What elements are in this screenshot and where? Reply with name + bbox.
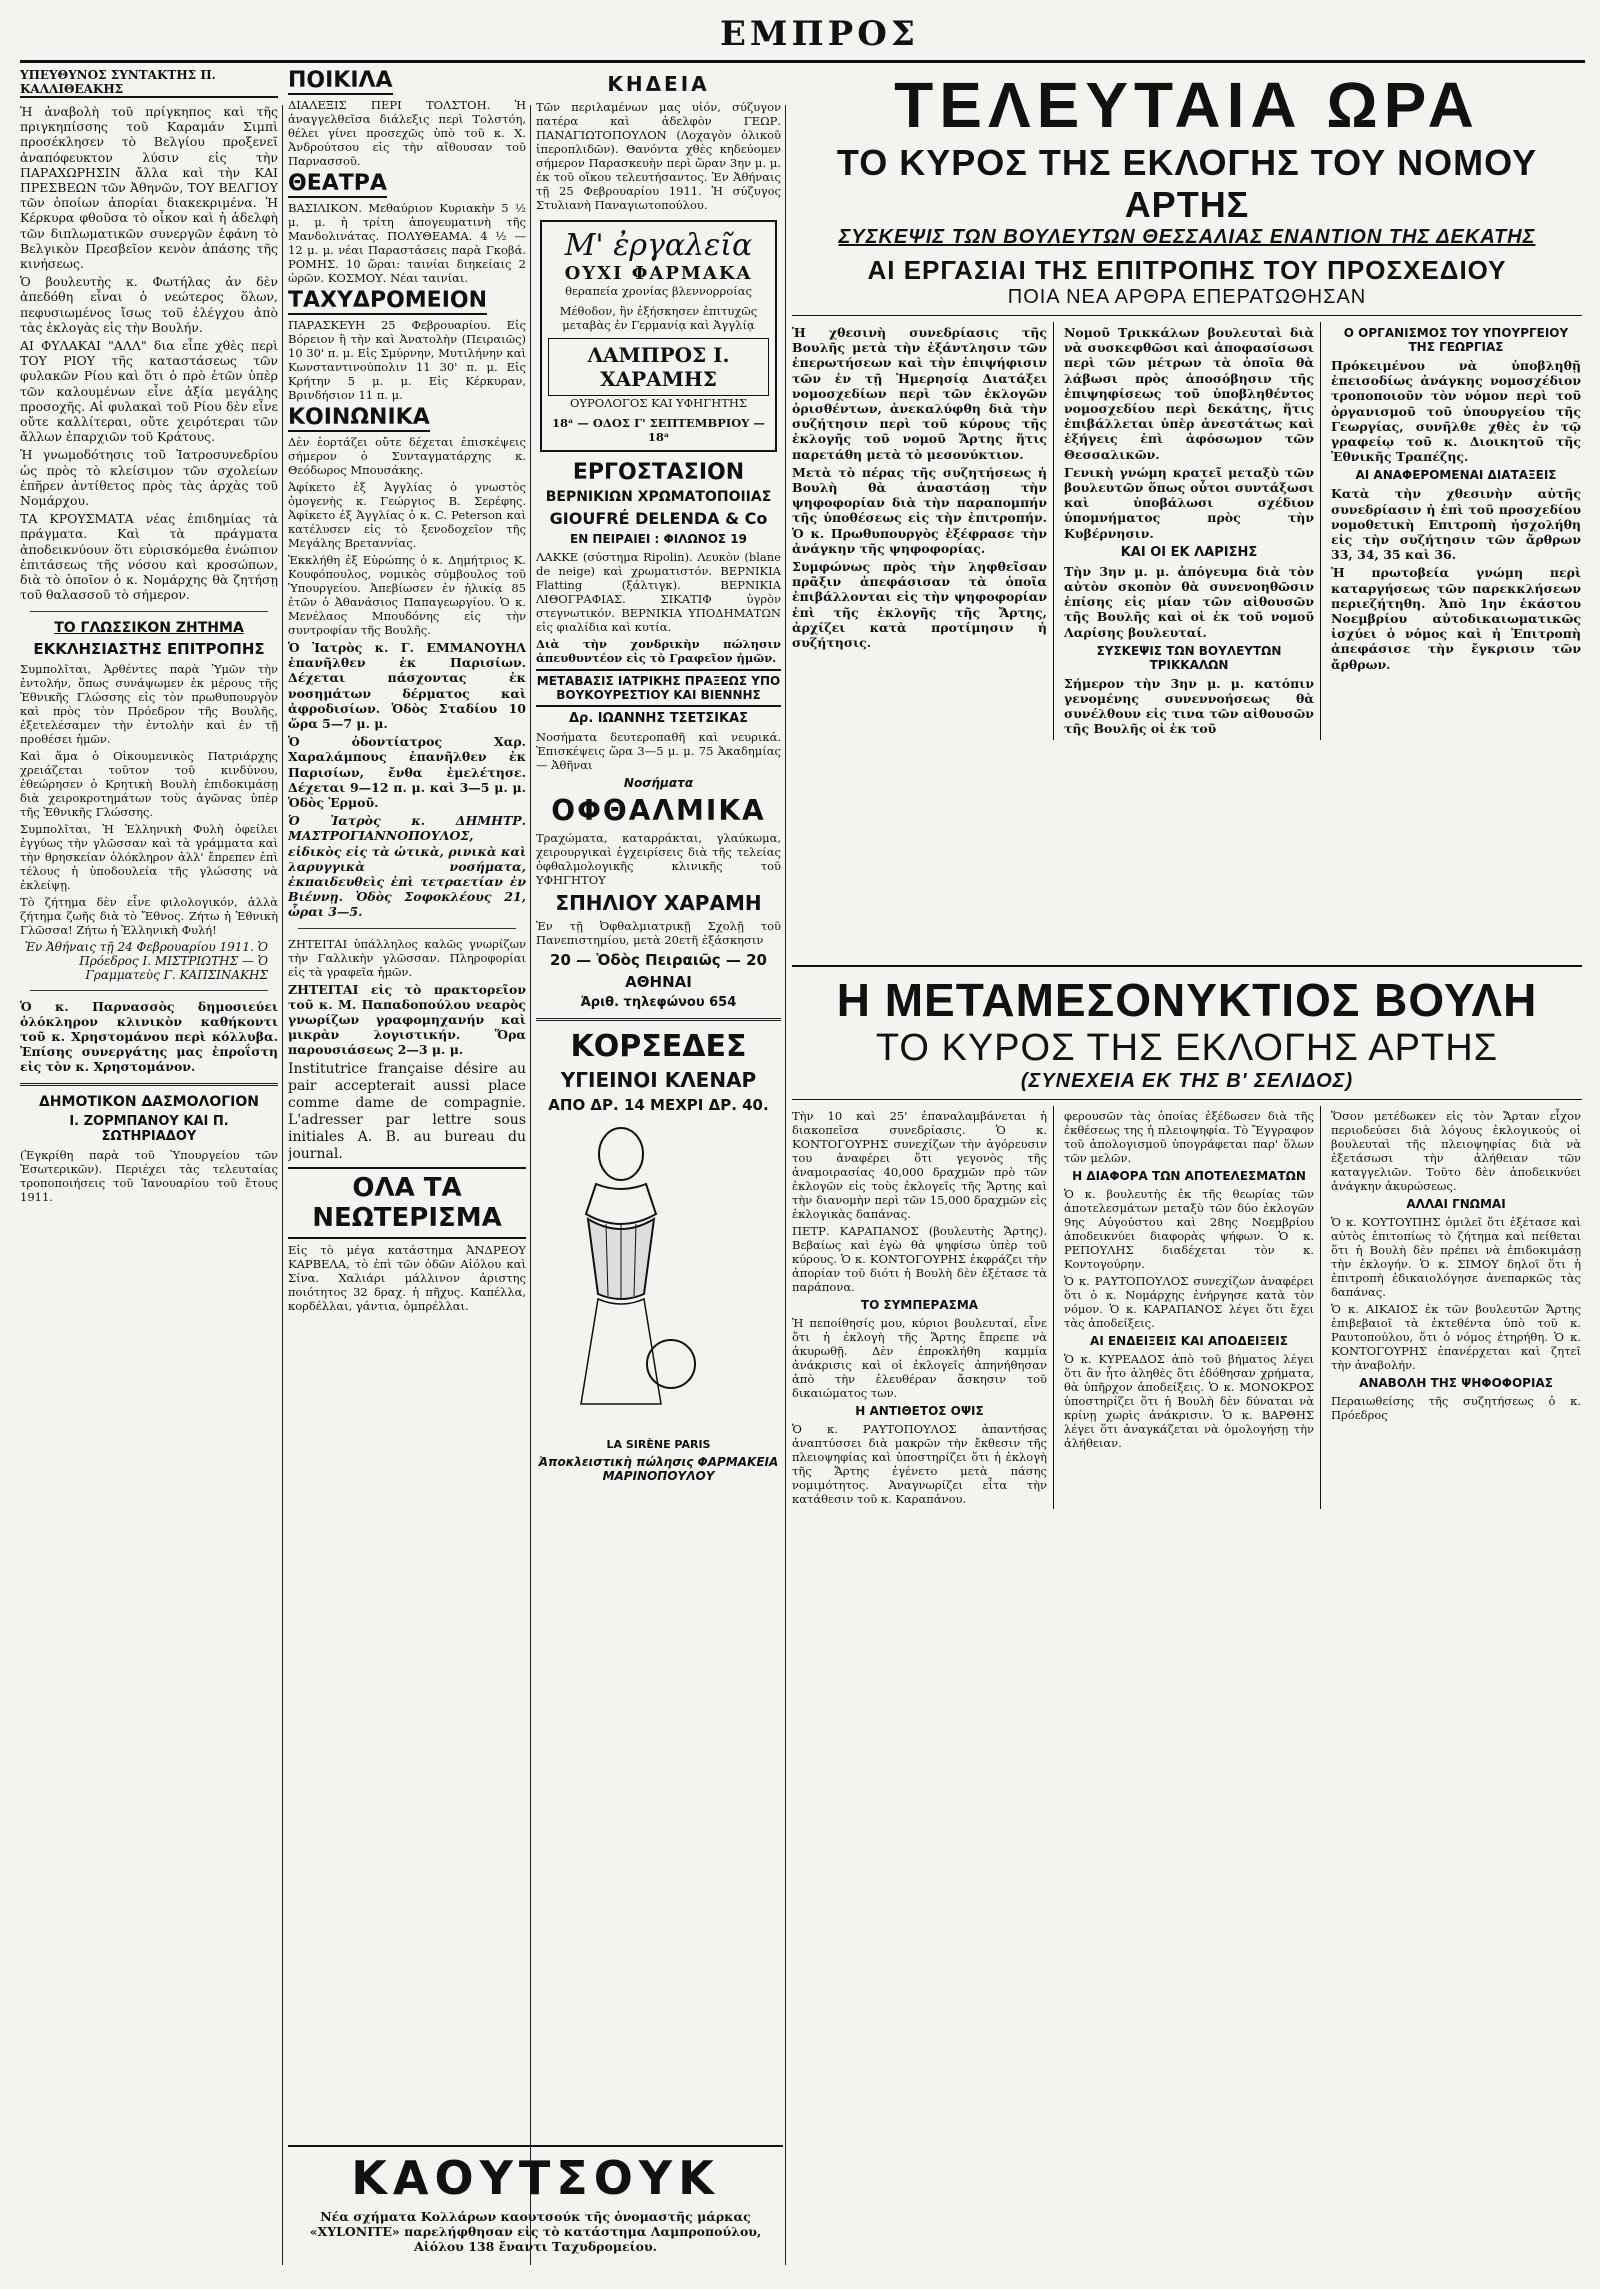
ad-doctor-name: ΣΠΗΛΙΟΥ ΧΑΡΑΜΗ — [555, 891, 762, 915]
article-paragraph: Ὁ ὀδοντίατρος Χαρ. Χαραλάμπους ἐπανῆλθεν ἐκ Παρισίων, ἔνθα ἐμελέτησε. Δέχεται 9—12 π. μ. καὶ 3—5 μ. μ. Ὁδὸς Ἑρμοῦ. — [288, 734, 526, 811]
story-column — [1331, 1106, 1581, 1509]
story-subheadline: ΤΟ ΚΥΡΟΣ ΤΗΣ ΕΚΛΟΓΗΣ ΑΡΤΗΣ — [875, 1027, 1499, 1069]
ad-text: Τραχώματα, καταρράκται, γλαύκωμα, χειρουργικαὶ ἐγχειρίσεις διὰ τῆς τελείας ὀφθαλμολογικῆς κλινικῆς τοῦ ΥΦΗΓΗΤΟΥ — [536, 831, 781, 887]
article-paragraph: Ἡ χθεσινὴ συνεδρίασις τῆς Βουλῆς μετὰ τὴν ἐξάντλησιν τῶν ἐπερωτήσεων καὶ τὴν ἐπιψήφισιν τῶν ἐν τῇ Ἡμερησίᾳ Διατάξει νομοσχεδίων περὶ τῶν ἐκλογῶν ὁρισθέντων, ἀνεκαλύφθη διὰ τὴν συζήτησιν περὶ τοῦ κύρους τῆς ἐκλογῆς τοῦ νομοῦ Ἄρτης ἥτις παρετάθη μετὰ τὸ μεσονύκτιον. — [792, 325, 1047, 462]
ad-subtitle: Ι. ΖΟΡΜΠΑΝΟΥ ΚΑΙ Π. ΣΩΤΗΡΙΑΔΟΥ — [69, 1113, 229, 1144]
ad-title: ΟΦΘΑΛΜΙΚΑ — [551, 794, 766, 827]
section-heading: ΤΟ ΓΛΩΣΣΙΚΟΝ ΖΗΤΗΜΑ — [54, 619, 244, 636]
ad-text: ΟΥΡΟΛΟΓΟΣ ΚΑΙ ΥΦΗΓΗΤΗΣ — [569, 396, 748, 410]
article-paragraph: Ἡ πρωτοβεία γνώμη περὶ καταργήσεως τῶν παρεκκλήσεων περιεζήτηθη. Ἀπὸ 1ην ἑκάστου Νοεμβρίου αὐτοδικαιωματικῶς ἰσχύει ὁ νόμος καὶ ἡ Ἐπιτροπὴ ἀπεφάσισε τὴν ἔγκρισιν τῶν ἄρθρων. — [1331, 565, 1581, 672]
article-paragraph: ΤΑ ΚΡΟΥΣΜΑΤΑ νέας ἐπιδημίας τὰ πράγματα. Καὶ τὰ πράγματα ἀποδεικνύουν ὅτι εὐρισκόμεθα ἐνώπιον ἐπιτάσεως τῆς νόσου καὶ κροσώπων, διὰ τὸ ὁποῖον ὁ κ. Νομάρχης θὰ ζητήσῃ τοῦ θαλασσοῦ τὸ σήμερον. — [20, 511, 278, 603]
lead-column — [1331, 322, 1581, 740]
lead-column — [1064, 322, 1321, 740]
ad-text: Εἰς τὸ μέγα κατάστημα ἈΝΔΡΕΟΥ ΚΑΡΒΕΛΑ, τὸ ἐπὶ τῶν ὁδῶν Αἰόλου καὶ Σίνα. Χαλιάρι μάλλινον ἀριστης ποιότητος 32 δραχ. ἡ πῆχυς. Καπέλλα, κορδέλλαι, γάντια, ὁμπρέλλαι. — [288, 1242, 526, 1313]
column-2 — [288, 68, 526, 2068]
article-paragraph: ΑΙ ΦΥΛΑΚΑΙ "ΑΛΛ" δια εἶπε χθὲς περὶ ΤΟΥ ΡΙΟΥ τῆς καταστάσεως τῶν φυλακῶν Ρίου καὶ ὅτι ὁ πρὸ ἐτῶν ὑπὲρ τῶν καλουμένων εἶνε ἀξία μεγάλης προσοχῆς. Αἱ φυλακαὶ τοῦ Ρίου δὲν εἶνε οὔτε καλλίτεραι, οὔτε χειρότεραι τῶν ἄλλων ἐπαρχιῶν τοῦ Κράτους. — [20, 338, 278, 445]
subheading: ΑΝΑΒΟΛΗ ΤΗΣ ΨΗΦΟΦΟΡΙΑΣ — [1359, 1376, 1553, 1390]
section-heading: ΚΟΙΝΩΝΙΚΑ — [288, 405, 430, 430]
ad-title: ΚΑΟΥΤΣΟΥΚ — [351, 2151, 720, 2205]
doctor-ad — [540, 220, 777, 452]
article-paragraph: Ὁ κ. Παρνασσὸς δημοσιεύει ὁλόκληρον κλινικὸν καθήκοντι τοῦ κ. Χρηστομάνου περὶ κόλλυβα. Ἐπίσης συνεργάτης μας ἐπροΐστη εἰς τὸν κ. Χρηστομάνον. — [20, 998, 278, 1075]
article-paragraph: Ὁ Ἰατρὸς κ. Γ. ΕΜΜΑΝΟΥΗΛ ἐπανῆλθεν ἐκ Παρισίων. Δέχεται πάσχοντας ἐκ νοσημάτων δέρματος καὶ ἀφροδισίων. Ὁδὸς Σταδίου 10 ὥρα 5—7 μ. μ. — [288, 640, 526, 732]
article-paragraph: ΠΑΡΑΣΚΕΥΗ 25 Φεβρουαρίου. Εἰς Βόρειον ἢ τὴν καὶ Ἀνατολὴν (Πειραιῶς) 10 30' π. μ. Εἰς Σμύρνην, Μυτιλήνην καὶ Κωνσταντινούπολιν 11 30' π. μ. Εἰς Κρήτην 5 μ. μ. Εἰς Κέρκυραν, Βρινδήσιον 11 π. μ. — [288, 318, 526, 402]
doctor-name: ΛΑΜΠΡΟΣ Ι. ΧΑΡΑΜΗΣ — [548, 338, 769, 396]
story-columns — [792, 1106, 1582, 1509]
lead-subheading: ΑΙ ΕΡΓΑΣΙΑΙ ΤΗΣ ΕΠΙΤΡΟΠΗΣ ΤΟΥ ΠΡΟΣΧΕΔΙΟΥ — [867, 255, 1507, 285]
editor-line: ΥΠΕΥΘΥΝΟΣ ΣΥΝΤΑΚΤΗΣ Π. ΚΑΛΛΙΘΕΑΚΗΣ — [20, 68, 278, 98]
ad-brand: GIOUFRÉ DELENDA & Co — [549, 509, 768, 528]
subheading: Η ΔΙΑΦΟΡΑ ΤΩΝ ΑΠΟΤΕΛΕΣΜΑΤΩΝ — [1072, 1169, 1306, 1183]
ad-text: Ἀποκλειστικὴ πώλησις ΦΑΡΜΑΚΕΙΑ ΜΑΡΙΝΟΠΟΥΛΟΥ — [538, 1455, 779, 1483]
lead-headline: ΤΟ ΚΥΡΟΣ ΤΗΣ ΕΚΛΟΓΗΣ ΤΟΥ ΝΟΜΟΥ ΑΡΤΗΣ — [836, 142, 1538, 225]
article-paragraph: Ὁ κ. ΡΑΥΤΟΠΟΥΛΟΣ ἀπαντήσας ἀναπτύσσει διὰ μακρῶν τὴν ἔκθεσιν τῆς πλειοψηφίας καὶ ὑποστηρίζει ὅτι ἡ ἐκλογὴ τῆς Ἄρτης ἐγένετο μετὰ πάσης νομιμότητος. Ἀναγνωρίζει εἶτα τὴν κατάθεσιν τοῦ κ. Καραπάνου. — [792, 1422, 1047, 1506]
subheading: ΚΑΙ ΟΙ ΕΚ ΛΑΡΙΣΗΣ — [1120, 544, 1258, 560]
subheading: ΑΛΛΑΙ ΓΝΩΜΑΙ — [1406, 1197, 1506, 1211]
ad-title: ΟΛΑ ΤΑ ΝΕΩΤΕΡΙΣΜΑ — [288, 1167, 526, 1239]
lead-subheading: ΠΟΙΑ ΝΕΑ ΑΡΘΡΑ ΕΠΕΡΑΤΩΘΗΣΑΝ — [1007, 286, 1367, 308]
ad-text: Νέα σχήματα Κολλάρων καουτσούκ τῆς ὀνομαστῆς μάρκας «XYLONITE» παρελήφθησαν εἰς τὸ κατάστημα Λαμπροπούλου, Αἰόλου 138 ἔναντι Ταχυδρομείου. — [309, 2209, 762, 2255]
article-paragraph: Ὁ κ. ΚΟΥΤΟΥΠΗΣ ὁμιλεῖ ὅτι ἐξέτασε καὶ αὐτὸς ἐπιτοπίως τὸ ζήτημα καὶ πείθεται ὅτι ἡ Βουλὴ δὲν πρέπει νὰ ἐπιδοκιμάσῃ τὴν ἐκλογήν. Ὁ κ. ΣΙΜΟΥ δηλοῖ ὅτι ἡ ἐπιτροπὴ ἐδικαιολόγησε ἀνεπαρκῶς τὰς δαπάνας. — [1331, 1215, 1581, 1299]
ad-text: Μέθοδον, ἣν ἐξήσκησεν ἐπιτυχῶς μεταβὰς ἐν Γερμανίᾳ καὶ Ἀγγλίᾳ — [559, 304, 758, 332]
divider — [30, 990, 268, 991]
lead-columns — [792, 322, 1582, 740]
article-paragraph: Κατὰ τὴν χθεσινὴν αὐτῆς συνεδρίασιν ἡ ἐπὶ τοῦ προσχεδίου νομοθετικὴ Επιτροπὴ ἠσχολήθη εἰς τὴν συζήτησιν τῶν ἄρθρων 33, 34, 35 καὶ 36. — [1331, 486, 1581, 563]
column-divider — [785, 105, 786, 2265]
article-paragraph: Τὸ ζήτημα δὲν εἶνε φιλολογικόν, ἀλλὰ ζήτημα ζωῆς διὰ τὸ Ἔθνος. Ζήτω ἡ Ἐθνικὴ Γλῶσσα! Ζήτω ἡ Ἑλληνικὴ Φυλή! — [20, 894, 278, 937]
article-paragraph: Ὁ κ. ΡΑΥΤΟΠΟΥΛΟΣ συνεχίζων ἀναφέρει ὅτι ὁ κ. Νομάρχης ἐνήργησε κατὰ τὸν νόμον. Ὁ κ. ΚΑΡΑΠΑΝΟΣ λέγει ὅτι ἔχει τὰς ἀποδείξεις. — [1064, 1274, 1314, 1330]
section-heading: ΚΗΔΕΙΑ — [607, 72, 710, 96]
article-paragraph: Ὁ κ. ΑΙΚΑΙΟΣ ἐκ τῶν βουλευτῶν Ἄρτης ἐπιβεβαιοῖ τὰ ἐκτεθέντα ὑπὸ τοῦ κ. Ραυτοπούλου, ὅτι ὁ νόμος ἐτηρήθη. Ὁ κ. ΚΟΝΤΟΓΟΥΡΗΣ ἐπανέρχεται καὶ ζητεῖ τὴν ἀναβολήν. — [1331, 1302, 1581, 1372]
subheading: ΤΟ ΣΥΜΠΕΡΑΣΜΑ — [860, 1298, 979, 1312]
article-paragraph: Νομοῦ Τρικκάλων βουλευταὶ διὰ νὰ συσκεφθῶσι καὶ ἀποφασίσωσι περὶ τῶν μέτρων τὰ ὁποῖα θὰ λάβωσι πρὸς ἀποσόβησιν τῆς ἐπιψηφίσεως τοῦ ὑποβληθέντος νομοσχεδίου περὶ δεκάτης, ἥτις ἐπιβάλλεται ὑπὲρ ἀνεστάτως καὶ ἐξήγεις ἐπὶ ἀφόσωμον τῶν Θεσσαλικῶν. — [1064, 325, 1314, 462]
story-headline: Η ΜΕΤΑΜΕΣΟΝΥΚΤΙΟΣ ΒΟΥΛΗ — [836, 974, 1538, 1026]
divider — [30, 611, 268, 612]
article-paragraph: Ὁ Ἰατρὸς κ. ΔΗΜΗΤΡ. ΜΑΣΤΡΟΓΙΑΝΝΟΠΟΥΛΟΣ, εἰδικὸς εἰς τὰ ὠτικὰ, ρινικὰ καὶ λαρυγγικὰ νοσήματα, ἐκπαιδευθεὶς ἐπὶ τετραετίαν ἐν Βιέννῃ. Ὁδὸς Σοφοκλέους 21, ὧραι 3—5. — [288, 813, 526, 920]
ad-subtitle: Δρ. ΙΩΑΝΝΗΣ ΤΣΕΤΣΙΚΑΣ — [568, 711, 749, 726]
classified-ad: ΖΗΤΕΙΤΑΙ εἰς τὸ πρακτορεῖον τοῦ κ. Μ. Παπαδοπούλου νεαρὸς γνωρίζων γραφομηχανήν καὶ μικρὰν λογιστικήν. Ὅρα παρουσιάσεως 2—3 μ. μ. — [288, 981, 526, 1058]
article-paragraph: Ὁ κ. βουλευτὴς ἐκ τῆς θεωρίας τῶν ἀποτελεσμάτων μεταξὺ τῶν δύο ἐκλογῶν 9ης Αὐγούστου καὶ 28ης Νοεμβρίου ἀποδεικνύει διαφορὰς ψήφων. Ὁ κ. ΡΕΠΟΥΛΗΣ διαδέχεται τὸν κ. Κοντογούρην. — [1064, 1187, 1314, 1271]
article-paragraph: Ἡ πεποίθησίς μου, κύριοι βουλευταί, εἶνε ὅτι ἡ ἐκλογὴ τῆς Ἄρτης ἔπρεπε νὰ ἀκυρωθῇ. Δὲν ἐπροκλήθη καμμία ἀνάκρισις καὶ οἱ ἐκλογεῖς ἀπηνήθησαν ἀπὸ τὴν ἐλευθέραν ἄσκησιν τοῦ δικαιώματος των. — [792, 1316, 1047, 1400]
ad-phone: Ἀριθ. τηλεφώνου 654 — [580, 995, 737, 1010]
ad-subtitle: ΟΥΧΙ ΦΑΡΜΑΚΑ — [564, 263, 753, 284]
ad-subtitle: ΒΕΡΝΙΚΙΩΝ ΧΡΩΜΑΤΟΠΟΙΙΑΣ — [545, 489, 772, 505]
ad-text: θεραπεία χρονίας βλεννορροίας — [565, 284, 752, 298]
ad-text: (Ἐγκρίθη παρὰ τοῦ Ὑπουργείου τῶν Ἐσωτερικῶν). Περιέχει τὰς τελευταίας τροποποιήσεις τοῦ Ἰανουαρίου τοῦ ἔτους 1911. — [20, 1147, 278, 1204]
article-paragraph: φερουσῶν τὰς ὁποίας ἐξέδωσεν διὰ τῆς ἐκθέσεως της ἡ πλειοψηφία. Τὸ Ἔγγραφον τοῦ ἀπολογισμοῦ ὑπογράφεται παρ' ὅλων τῶν μελῶν. — [1064, 1109, 1314, 1165]
divider — [792, 1099, 1582, 1100]
rubber-ad — [288, 2145, 783, 2277]
article-paragraph: Συμπολῖται, Ἀρθέντες παρὰ Ὑμῶν τὴν ἐντολήν, ὅπως συνάψωμεν ἐκ μέρους τῆς Ἐθνικῆς Γλώσσης εἰς τὸν πρωθυπουργὸν καὶ πρὸς τὸν Πρόεδρον τῆς Βουλῆς, ἐξετελέσαμεν τὴν ἐντολὴν καὶ ἐν τῇ προθέσει ἡμῶν. — [20, 661, 278, 746]
article-paragraph: ΠΕΤΡ. ΚΑΡΑΠΑΝΟΣ (βουλευτὴς Ἄρτης). Βεβαίως καὶ ἐγὼ θὰ ψηφίσω ὑπὲρ τοῦ κύρους. Ὁ κ. ΚΟΝΤΟΓΟΥΡΗΣ ἐκφράζει τὴν ἀπορίαν τοῦ διότι ἡ Βουλὴ δὲν ἐξέτασε τὰ παράπονα. — [792, 1224, 1047, 1294]
ad-title: ΕΡΓΟΣΤΑΣΙΟΝ — [572, 460, 745, 485]
ad-text: Διὰ τὴν χονδρικὴν πώλησιν ἀπευθυντέον εἰς τὸ Γραφεῖον ἡμῶν. — [536, 637, 781, 665]
ad-city: ΑΘΗΝΑΙ — [625, 973, 692, 991]
column-3 — [536, 68, 781, 2138]
masthead-title: ΕΜΠΡΟΣ — [720, 14, 919, 54]
classified-ad: ΖΗΤΕΙΤΑΙ ὑπάλληλος καλῶς γνωρίζων τὴν Γαλλικὴν γλῶσσαν. Πληροφορίαι εἰς τὰ γραφεῖα ἡμῶν. — [288, 936, 526, 979]
ad-title: Μ' ἐργαλεῖα — [564, 228, 753, 263]
column-1 — [20, 68, 278, 1207]
article-paragraph: Ὁ βουλευτὴς κ. Φωτήλας ἀν δὲν ἀπεδόθη εἶναι ὁ νεώτερος ὅλων, πεφυσιωμένος ἴσως τοῦ ἐλέγχου ἀπὸ τὰς ἐκλογὰς εἰς τὴν Βουλήν. — [20, 274, 278, 335]
article-paragraph: Πρόκειμένου νὰ ὑποβληθῇ ἐπεισοδίως ἀνάγκης νομοσχέδιον τροποποιοῦν τὸν νόμον περὶ τοῦ ὀργανισμοῦ τοῦ ὑπουργείου τῆς Γεωργίας, συνῆλθε χθὲς ἐν τῷ γραφείῳ τοῦ κ. Διοικητοῦ τῆς Ἐθνικῆς Τραπέζης. — [1331, 358, 1581, 465]
ad-text: Νοσήματα δευτεροπαθῆ καὶ νευρικά. Ἐπισκέψεις ὥρα 3—5 μ. μ. 75 Ἀκαδημίας — Ἀθῆναι — [536, 730, 781, 772]
article-paragraph: Ἀφίκετο ἐξ Ἀγγλίας ὁ γνωστὸς ὁμογενὴς κ. Γεώργιος Β. Σερέφης. Ἀφίκετο ἐξ Ἀγγλίας ὁ κ. C. Peterson καὶ κατέλυσεν εἰς τὸ ξενοδοχεῖον τῆς Μεγάλης Βρεταννίας. — [288, 480, 526, 550]
ad-address: 20 — Ὁδὸς Πειραιῶς — 20 — [550, 951, 767, 969]
lead-deck: ΣΥΣΚΕΨΙΣ ΤΩΝ ΒΟΥΛΕΥΤΩΝ ΘΕΣΣΑΛΙΑΣ ΕΝΑΝΤΙΟΝ ΤΗΣ ΔΕΚΑΤΗΣ — [838, 226, 1536, 248]
article-paragraph: Ἡ ἀναβολὴ τοῦ πρίγκηπος καὶ τῆς πριγκηπίσσης τοῦ Καραμάν Σιμπὶ προσέκλησεν τὸ Βελγίου προξενεῖ ἀναπόφευκτον λύσιν εἰς τὴν ΠΑΡΑΧΩΡΗΣΙΝ ἄλλα καὶ τὴν ΚΑΙ ΠΡΕΣΒΕΩΝ τῶν Ἀθηνῶν, ΤΟΥ ΒΕΛΓΙΟΥ τῶν ὁποίων ἀπορίαι διακεκριμένα. Ἡ Κέρκυρα φθοῦσα τὸ οἶκον καὶ ἡ ἀδελφὴ τῶν διπλωματικῶν συνεργῶν ἐφάνη τὸ Βελγικὸν Πρεσβεῖον κενὸν ἀπάσης τῆς κινήσεως. — [20, 104, 278, 272]
subheading: ΑΙ ΑΝΑΦΕΡΟΜΕΝΑΙ ΔΙΑΤΑΞΕΙΣ — [1355, 468, 1557, 483]
divider — [536, 1018, 781, 1021]
article-paragraph: Ὁ κ. ΚΥΡΕΑΔΟΣ ἀπὸ τοῦ βήματος λέγει ὅτι ἂν ἦτο ἀληθὲς ὅτι ἐδόθησαν χρήματα, θὰ ὑπῆρχον ἀποδείξεις. Ὁ κ. ΜΟΝΟΚΡΟΣ ὑποστηρίζει ὅτι ἡ Βουλὴ δὲν δύναται νὰ κρίνῃ χωρὶς ἀνάκρισιν. Ὁ κ. ΒΑΡΘΗΣ λέγει ὅτι ἀναγκάζεται νὰ ὁμολογήσῃ τὴν ἀλήθειαν. — [1064, 1352, 1314, 1450]
signature: Ἐν Ἀθήναις τῇ 24 Φεβρουαρίου 1911. Ὁ Πρόεδρος Ι. ΜΙΣΤΡΙΩΤΗΣ — Ὁ Γραμματεὺς Γ. ΚΑΠΣΙΝΑΚΗΣ — [24, 939, 268, 982]
lead-column — [792, 322, 1054, 740]
masthead-rule — [20, 60, 1585, 63]
divider — [20, 1083, 278, 1086]
lead-story — [792, 68, 1582, 958]
lead-kicker: ΤΕΛΕΥΤΑΙΑ ΩΡΑ — [894, 69, 1480, 141]
ad-address: 18ᵃ — ΟΔΟΣ Γ' ΣΕΠΤΕΜΒΡΙΟΥ — 18ᵃ — [552, 416, 765, 444]
subheading: Ο ΟΡΓΑΝΙΣΜΟΣ ΤΟΥ ΥΠΟΥΡΓΕΙΟΥ ΤΗΣ ΓΕΩΡΓΙΑΣ — [1343, 326, 1569, 354]
article-paragraph: Καὶ ἅμα ὁ Οἰκουμενικὸς Πατριάρχης χρειάζεται τοῦτον τοῦ κινδύνου, ἐθεώρησεν ὁ Κρητικὴ Βουλὴ ἐπιδοκιμάσῃ διὰ χειροκροτημάτων τοὺς ἀγῶνας ὑπὲρ τῆς Ἐθνικῆς Γλώσσης. — [20, 748, 278, 819]
corset-illustration — [536, 1124, 706, 1424]
article-paragraph: Τὴν 3ην μ. μ. ἀπόγευμα διὰ τὸν αὐτὸν σκοπὸν θὰ συνενοηθῶσιν ἐπίσης εἰς μίαν τῶν αἰθουσῶν τῆς Βουλῆς καὶ οἱ ἐκ τοῦ νομοῦ Λαρίσης βουλευταί. — [1064, 563, 1314, 640]
article-paragraph: Ὅσον μετέδωκεν εἰς τὸν Ἄρταν εἶχον περιοδεύσει διὰ λόγους ἐκλογικούς οἱ βουλευταὶ τῆς πλειοψηφίας διὰ νὰ ἐξετάσωσι τὴν ἀλήθειαν τῶν καταγγελιῶν. Τοῦτο δὲν ἀποδεικνύει ἀνάγκην ἀκυρώσεως. — [1331, 1109, 1581, 1193]
ad-title: ΔΗΜΟΤΙΚΟΝ ΔΑΣΜΟΛΟΓΙΟΝ — [38, 1093, 260, 1110]
section-subheading: ΕΚΚΛΗΣΙΑΣΤΗΣ ΕΠΙΤΡΟΠΗΣ — [33, 639, 265, 658]
article-paragraph: Συμφώνως πρὸς τὴν ληφθεῖσαν πρᾶξιν ἀπεφάσισαν τὰ ὁποῖα ἐπιβάλλονται εἰς τὴν ψηφοφορίαν ἐπὶ τῆς ἐκλογῆς τῆς Ἄρτης, ἀρχίζει κατὰ προτίμησιν ἡ συζήτησις. — [792, 559, 1047, 651]
article-paragraph: Ἐκκλήθη ἐξ Εὐρώπης ὁ κ. Δημήτριος Κ. Κουφόπουλος, νομικὸς σύμβουλος τοῦ Ὑπουργείου. Ἀπεβίωσεν ἐν ἡλικίᾳ 85 ἐτῶν ὁ Ἀθανάσιος Παπαγεωργίου. Ὁ κ. Μενέλαος Μπουδόνης εἰς τὴν συντροφίαν τῆς Βουλῆς. — [288, 553, 526, 637]
divider — [298, 928, 516, 929]
section-heading: ΠΟΙΚΙΛΑ — [288, 68, 393, 93]
obituary: Τῶν περιλαμένων μας υἱόν, σύζυγον πατέρα καὶ ἀδελφὸν ΓΕΩΡ. ΠΑΝΑΓΙΩΤΟΠΟΥΛΟΝ (Λοχαγὸν ὁλικοῦ ἰπεροπλιδῶν). Θανόντα χθὲς κηδεύομεν σήμερον Παρασκευὴν περὶ ὥραν 3ην μ. μ. ἐκ τοῦ οἴκου τελευτήσαντος. Ἐν Ἀθήναις τῇ 25 Φεβρουαρίου 1911. Ἡ σύζυγος Στυλιανὴ Παναγιωτοπούλου. — [536, 100, 781, 212]
corset-brand: LA SIRÈNE PARIS — [606, 1438, 711, 1451]
article-paragraph: ΒΑΣΙΛΙΚΟΝ. Μεθαύριον Κυριακὴν 5 ½ μ. μ. ἡ τρίτη ἀπογευματινὴ τῆς Μανδολινάτας. ΠΟΛΥΘΕΑΜΑ. 4 ½ — 12 μ. μ. νέαι Παραστάσεις παρὰ Γκοβά. ΡΟΜΗΣ. 10 ὥραι: ταινίαι διηκείαις 2 ὠρῶν. ΚΟΣΜΟΥ. Νέαι ταινίαι. — [288, 201, 526, 285]
subheading: ΑΙ ΕΝΔΕΙΞΕΙΣ ΚΑΙ ΑΠΟΔΕΙΞΕΙΣ — [1090, 1334, 1288, 1348]
second-story — [792, 965, 1582, 2277]
section-heading: ΤΑΧΥΔΡΟΜΕΙΟΝ — [288, 288, 487, 313]
subheading: ΣΥΣΚΕΨΙΣ ΤΩΝ ΒΟΥΛΕΥΤΩΝ ΤΡΙΚΚΑΛΩΝ — [1096, 643, 1282, 672]
article-paragraph: Σήμερον τὴν 3ην μ. μ. κατόπιν γενομένης συνεννοήσεως θὰ συνέλθουν εἰς τινα τῶν αἰθουσῶν τῆς Βουλῆς οἱ ἐκ τοῦ — [1064, 675, 1314, 737]
classified-ad: Institutrice française désire au pair accepterait aussi place comme dame de compagnie. L'adresser par lettre sous initiales A. B. au bureau du journal. — [288, 1060, 526, 1162]
ad-text: Ἐν τῇ Ὀφθαλμιατρικῇ Σχολῇ τοῦ Πανεπιστημίου, μετὰ 20ετῆ ἐξάσκησιν — [536, 919, 781, 947]
ad-price: ΑΠΟ ΔΡ. 14 ΜΕΧΡΙ ΔΡ. 40. — [548, 1096, 769, 1114]
column-divider — [530, 105, 531, 2265]
divider — [792, 315, 1582, 316]
story-column — [792, 1106, 1054, 1509]
article-paragraph: ΔΙΑΛΕΞΙΣ ΠΕΡΙ ΤΟΛΣΤΟΗ. Ἡ ἀναγγελθεῖσα διάλεξις περὶ Τολστόη, θέλει γίνει προσεχῶς ὑπὸ τοῦ κ. Χ. Ἀνδρούτσου εἰς τὴν αἴθουσαν τοῦ Παρνασσοῦ. — [288, 98, 526, 168]
ad-address: ΕΝ ΠΕΙΡΑΙΕΙ : ΦΙΛΩΝΟΣ 19 — [570, 532, 747, 546]
article-paragraph: Δὲν ἑορτάζει οὔτε δέχεται ἐπισκέψεις σήμερον ὁ Συνταγματάρχης κ. Θεόδωρος Μπουσάκης. — [288, 435, 526, 477]
ad-title: ΚΟΡΣΕΔΕΣ — [570, 1029, 747, 1064]
story-column — [1064, 1106, 1321, 1509]
ad-subtitle: ΥΓΙΕΙΝΟΙ ΚΛΕΝΑΡ — [560, 1068, 757, 1092]
article-paragraph: Περαιωθείσης τῆς συζητήσεως ὁ κ. Πρόεδρος — [1331, 1394, 1581, 1422]
column-divider — [282, 105, 283, 2265]
article-paragraph: Μετὰ τὸ πέρας τῆς συζητήσεως ἡ Βουλὴ θὰ ἀναστάσῃ τὴν ψηφοφορίαν διὰ τὴν παραπομπήν τῆς ὑποθέσεως εἰς τὴν ἐπιτροπήν. Ὁ κ. Πρωθυπουργὸς ἐξέφρασε τὴν ἀνάγκην τῆς ψηφοφορίας. — [792, 464, 1047, 556]
newspaper-page — [20, 10, 1585, 2280]
subheading: Η ΑΝΤΙΘΕΤΟΣ ΟΨΙΣ — [855, 1404, 984, 1418]
section-heading: ΘΕΑΤΡΑ — [288, 171, 387, 196]
ad-text: ΛΑΚΚΕ (σύστημα Ripolin). Λευκὸν (blane de neige) καὶ χρωματιστόν. ΒΕΡΝΙΚΙΑ Flatting (ξάλτιγκ). ΒΕΡΝΙΚΙΑ ΛΙΘΟΓΡΑΦΙΑΣ. ΣΙΚΑΤΙΦ ὑγρὸν στεγνωτικόν. ΒΕΡΝΙΚΙΑ ΥΠΟΔΗΜΑΤΩΝ εἰς φιαλίδια καὶ κυτία. — [536, 550, 781, 634]
article-paragraph: Τὴν 10 καὶ 25' ἐπαναλαμβάνεται ἡ διακοπεῖσα συνεδρίασις. Ὁ κ. ΚΟΝΤΟΓΟΥΡΗΣ συνεχίζων τὴν ἀγόρευσιν του ἀναφέρει ὅτι γεγονὸς τῆς ἀναμοιρασίας 40,000 δραχμῶν πρὸ τῶν ἐκλογῶν εἰς τοὺς ἐκλογεῖς τῆς Ἄρτης καὶ τὴν διανομὴν περὶ τῶν 15,000 δραχμῶν εἰς ἐκλογικὰς δαπάνας. — [792, 1109, 1047, 1221]
article-paragraph: Γενικὴ γνώμη κρατεῖ μεταξὺ τῶν βουλευτῶν ὅπως οὗτοι συντάξωσι καὶ ὑποβάλωσι σχέδιον ὑπομνήματος πρὸς τὴν Κυβέρνησιν. — [1064, 464, 1314, 541]
ad-title: ΜΕΤΑΒΑΣΙΣ ΙΑΤΡΙΚΗΣ ΠΡΑΞΕΩΣ ΥΠΟ ΒΟΥΚΟΥΡΕΣΤΙΟΥ ΚΑΙ ΒΙΕΝΝΗΣ — [536, 669, 781, 707]
ad-kicker: Νοσήματα — [623, 776, 694, 790]
article-paragraph: Συμπολῖται, Ἡ Ἑλληνικὴ Φυλὴ ὀφείλει ἐγγύως τὴν γλῶσσαν καὶ τὰ γράμματα καὶ τὴν θρησκείαν ὁλόκληρον ἀλλ' ἔπρεπεν ἐπὶ τέλους ἡ ὑποδουλεία τῆς γλώσσης νὰ ἐκλείψῃ. — [20, 821, 278, 892]
article-paragraph: Ἡ γνωμοδότησις τοῦ Ἰατροσυνεδρίου ὡς πρὸς τὸ κλείσιμον τῶν σχολείων ἐπῆρεν ἀντίθετος πρὸς τὰς ἀρχὰς τοῦ Νομάρχου. — [20, 447, 278, 509]
story-continued: (ΣΥΝΕΧΕΙΑ ΕΚ ΤΗΣ Β' ΣΕΛΙΔΟΣ) — [1020, 1070, 1354, 1092]
